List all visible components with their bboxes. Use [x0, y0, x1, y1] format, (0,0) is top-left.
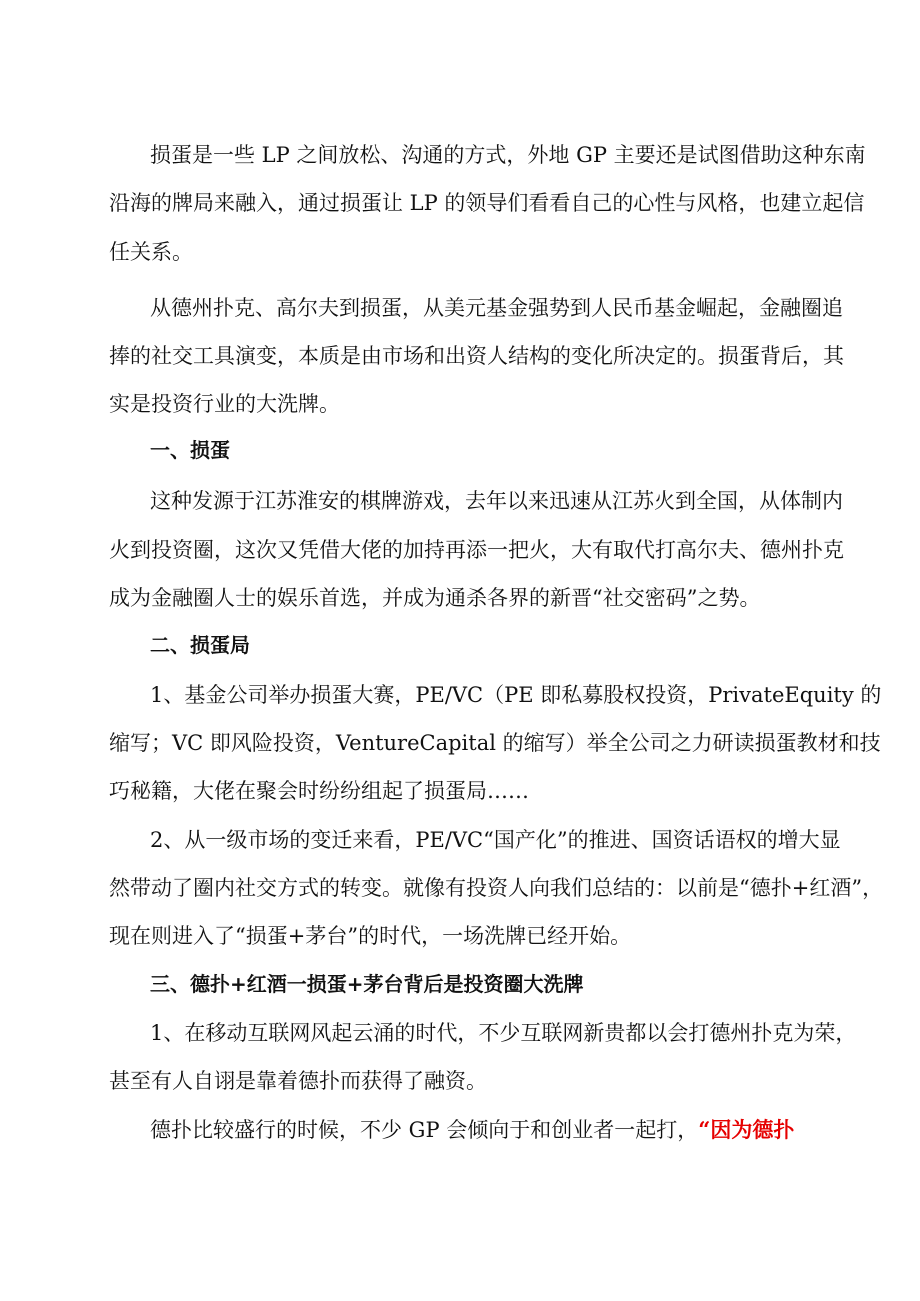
paragraph-4-line-3: 巧秘籍，大佬在聚会时纷纷组起了损蛋局……: [109, 779, 529, 803]
paragraph-4-line-1: 1、基金公司举办损蛋大赛，PE/VC（PE 即私募股权投资，PrivateEquity 的: [150, 683, 882, 707]
section-heading-3: 三、德扑+红酒一损蛋+茅台背后是投资圈大洗牌: [150, 972, 584, 996]
paragraph-2-line-2: 捧的社交工具演变，本质是由市场和出资人结构的变化所决定的。损蛋背后，其: [109, 344, 844, 368]
paragraph-3-line-2: 火到投资圈，这次又凭借大佬的加持再添一把火，大有取代打高尔夫、德州扑克: [109, 538, 844, 562]
paragraph-7-line-1-normal: 德扑比较盛行的时候，不少 GP 会倾向于和创业者一起打，: [150, 1118, 699, 1142]
paragraph-2-line-1: 从德州扑克、高尔夫到损蛋，从美元基金强势到人民币基金崛起，金融圈追: [150, 296, 843, 320]
section-heading-1: 一、损蛋: [150, 438, 230, 462]
paragraph-1-line-2: 沿海的牌局来融入，通过损蛋让 LP 的领导们看看自己的心性与风格，也建立起信: [109, 191, 865, 215]
paragraph-7-line-1: [150, 1110, 794, 1150]
paragraph-5-line-3: 现在则进入了“损蛋+茅台”的时代，一场洗牌已经开始。: [109, 924, 632, 948]
paragraph-7-line-1-highlight: “因为德扑: [698, 1117, 795, 1142]
paragraph-5-line-1: 2、从一级市场的变迁来看，PE/VC“国产化”的推进、国资话语权的增大显: [150, 828, 841, 852]
section-heading-2: 二、损蛋局: [150, 633, 250, 657]
paragraph-1-line-3: 任关系。: [109, 240, 193, 264]
paragraph-5-line-2: 然带动了圈内社交方式的转变。就像有投资人向我们总结的：以前是“德扑+红酒”，: [109, 876, 884, 900]
paragraph-4-line-2: 缩写；VC 即风险投资，VentureCapital 的缩写）举全公司之力研读损蛋教材和技: [109, 731, 881, 755]
paragraph-3-line-3: 成为金融圈人士的娱乐首选，并成为通杀各界的新晋“社交密码”之势。: [109, 586, 761, 610]
paragraph-6-line-2: 甚至有人自诩是靠着德扑而获得了融资。: [109, 1069, 487, 1093]
paragraph-2-line-3: 实是投资行业的大洗牌。: [109, 392, 340, 416]
paragraph-6-line-1: 1、在移动互联网风起云涌的时代，不少互联网新贵都以会打德州扑克为荣，: [150, 1021, 857, 1045]
paragraph-1-line-1: 损蛋是一些 LP 之间放松、沟通的方式，外地 GP 主要还是试图借助这种东南: [150, 143, 866, 167]
paragraph-3-line-1: 这种发源于江苏淮安的棋牌游戏，去年以来迅速从江苏火到全国，从体制内: [150, 489, 843, 513]
